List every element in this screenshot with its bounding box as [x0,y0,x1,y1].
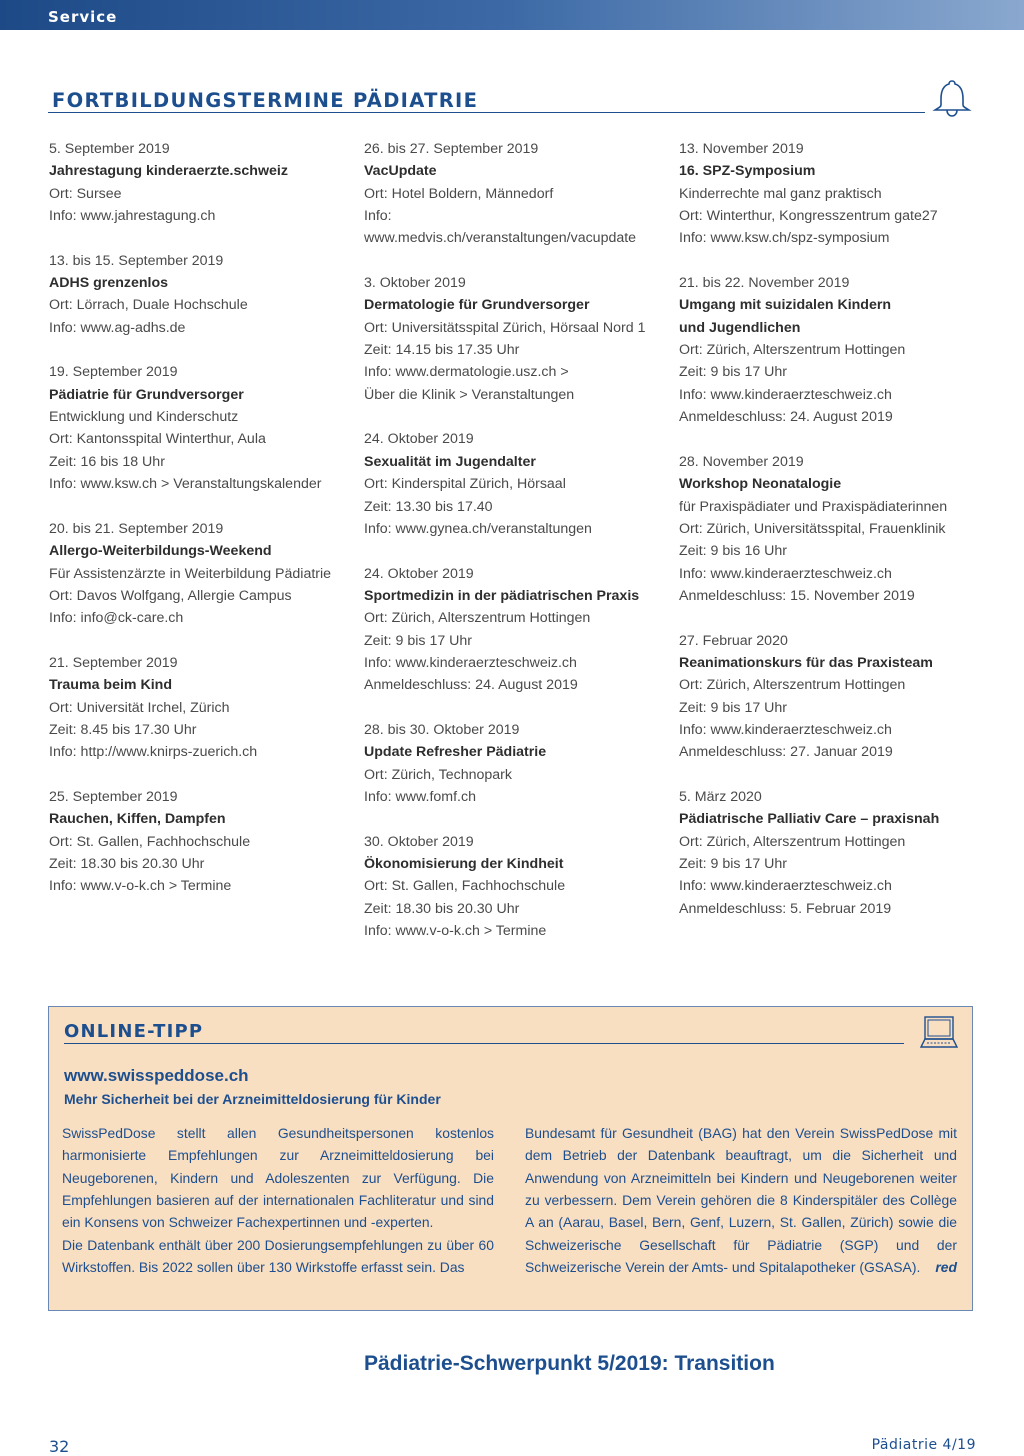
online-tip-box [48,1006,973,1311]
event-detail: Zeit: 18.30 bis 20.30 Uhr [364,900,520,917]
event-detail: Info: www.ksw.ch/spz-symposium [679,230,890,247]
online-tip-link[interactable]: www.swisspeddose.ch [64,1066,249,1085]
event-date: 27. Februar 2020 [679,632,788,649]
event-title: Update Refresher Pädiatrie [364,744,547,761]
event-detail: Für Assistenzärzte in Weiterbildung Pädiatrie [49,565,332,582]
event-entry [364,719,679,808]
event-date: 26. bis 27. September 2019 [364,141,539,157]
online-tip-paragraph: SwissPedDose stellt allen Gesundheitspersonen kostenlos harmonisierte Empfehlungen zur Arzneimitteldosierung bei Neugeborenen, Kindern und Adoleszenten zur Verfügung. Die Empfehlungen basieren auf der internationalen Fachliteratur und sind ein Konsens von Schweizer Fachexpertinnen und -experten. [62,1125,494,1231]
event-detail: Info: www.ksw.ch > Veranstaltungskalender [49,476,322,493]
event-title: Pädiatrie für Grundversorger [49,386,244,403]
section-label: Service [48,8,118,26]
event-detail: Info: [364,208,392,225]
event-detail: Ort: Lörrach, Duale Hochschule [49,297,248,314]
event-detail: Ort: Zürich, Universitätsspital, Frauenklinik [679,520,946,537]
event-detail: Ort: Universitätsspital Zürich, Hörsaal Nord 1 [364,319,646,336]
event-title: Pädiatrische Palliativ Care – praxisnah [679,811,940,828]
event-detail: Kinderrechte mal ganz praktisch [679,185,882,202]
event-detail: Zeit: 9 bis 17 Uhr [679,364,788,381]
event-title: Allergo-Weiterbildungs-Weekend [49,543,272,560]
event-detail: Zeit: 16 bis 18 Uhr [49,453,165,470]
event-detail: Info: www.kinderaerzteschweiz.ch [679,386,892,403]
event-entry [679,272,994,428]
event-detail: Anmeldeschluss: 27. Januar 2019 [679,744,893,761]
event-detail: Zeit: 18.30 bis 20.30 Uhr [49,856,205,872]
event-detail: Info: www.kinderaerzteschweiz.ch [679,878,892,895]
event-detail: Zeit: 14.15 bis 17.35 Uhr [364,342,520,359]
events-column-3 [679,138,994,942]
event-detail: Ort: Zürich, Alterszentrum Hottingen [679,833,906,850]
event-date: 5. September 2019 [49,141,170,157]
event-entry [49,786,364,898]
event-title: Sportmedizin in der pädiatrischen Praxis [364,587,640,604]
event-title: VacUpdate [364,163,437,180]
journal-issue: Pädiatrie 4/19 [871,1437,976,1453]
event-detail: Anmeldeschluss: 15. November 2019 [679,587,915,604]
event-detail: Ort: Zürich, Alterszentrum Hottingen [364,610,591,627]
event-date: 20. bis 21. September 2019 [49,520,224,537]
event-title: und Jugendlichen [679,319,801,336]
title-divider [48,112,925,113]
event-detail: Über die Klinik > Veranstaltungen [364,386,575,403]
online-tip-paragraph [525,1122,957,1278]
event-detail: Ort: St. Gallen, Fachhochschule [364,878,566,895]
event-entry [364,272,679,406]
event-detail: Zeit: 13.30 bis 17.40 [364,498,493,515]
event-detail: Info: www.v-o-k.ch > Termine [364,923,547,940]
event-entry [679,138,994,250]
section-header-bar [0,0,1024,30]
event-entry [49,250,364,339]
event-entry [49,138,364,227]
event-date: 19. September 2019 [49,364,178,381]
event-entry [364,831,679,943]
event-date: 13. bis 15. September 2019 [49,252,224,269]
computer-icon [919,1015,959,1051]
event-entry [49,361,364,495]
events-column-2 [364,138,679,965]
event-entry [49,652,364,764]
event-date: 30. Oktober 2019 [364,833,474,850]
event-date: 5. März 2020 [679,788,762,805]
event-detail: Info: www.jahrestagung.ch [49,208,216,225]
event-detail: Ort: Zürich, Alterszentrum Hottingen [679,677,906,694]
event-date: 21. September 2019 [49,654,178,671]
event-title: Dermatologie für Grundversorger [364,297,590,314]
event-detail: Anmeldeschluss: 24. August 2019 [679,409,893,426]
event-detail: Entwicklung und Kinderschutz [49,409,239,426]
event-date: 21. bis 22. November 2019 [679,275,850,292]
event-title: 16. SPZ-Symposium [679,163,816,180]
event-title: Ökonomisierung der Kindheit [364,856,564,872]
event-date: 24. Oktober 2019 [364,431,474,448]
event-date: 13. November 2019 [679,141,804,157]
event-date: 25. September 2019 [49,788,178,805]
event-detail: Info: www.v-o-k.ch > Termine [49,878,232,895]
event-detail: Ort: Sursee [49,185,122,202]
event-entry [364,563,679,697]
online-tip-divider [64,1043,904,1044]
event-entry [49,518,364,630]
event-detail: Anmeldeschluss: 24. August 2019 [364,677,578,694]
event-entry [679,786,994,920]
event-entry [679,630,994,764]
event-detail: Zeit: 9 bis 16 Uhr [679,543,788,560]
event-detail: Info: www.dermatologie.usz.ch > [364,364,569,381]
event-title: Trauma beim Kind [49,677,172,694]
event-detail: Info: www.gynea.ch/veranstaltungen [364,520,592,537]
event-detail: Info: www.ag-adhs.de [49,319,186,336]
bell-icon [930,76,974,120]
event-entry [364,138,679,250]
event-detail: Ort: Universität Irchel, Zürich [49,699,230,716]
event-detail: Info: http://www.knirps-zuerich.ch [49,744,258,761]
event-detail: www.medvis.ch/veranstaltungen/vacupdate [364,230,637,247]
event-date: 3. Oktober 2019 [364,275,466,292]
online-tip-title: ONLINE-TIPP [64,1021,204,1042]
online-tip-subtitle: Mehr Sicherheit bei der Arzneimitteldosierung für Kinder [64,1091,441,1107]
page-number: 32 [49,1437,70,1456]
event-detail: Zeit: 9 bis 17 Uhr [679,699,788,716]
event-entry [679,451,994,607]
event-detail: Info: info@ck-care.ch [49,610,184,627]
next-issue-focus: Pädiatrie-Schwerpunkt 5/2019: Transition [364,1352,775,1375]
event-detail: Ort: Kantonsspital Winterthur, Aula [49,431,266,448]
online-tip-text-left [62,1122,494,1278]
event-detail: Ort: Zürich, Alterszentrum Hottingen [679,342,906,359]
events-column-1 [49,138,364,920]
online-tip-paragraph-text: Bundesamt für Gesundheit (BAG) hat den Verein SwissPedDose mit dem Betrieb der Datenbank beauftragt, um die Sicherheit und Anwendung von Arzneimitteln bei Kindern und Neugeborenen weiter zu verbessern. Dem Verein gehören die 8 Kinderspitäler des Collège A an (Aarau, Basel, Bern, Genf, Luzern, St. Gallen, Zürich) sowie die Schweizerische Gesellschaft für Pädiatrie (SGP) und der Schweizerische Verein der Amts- und Spitalapotheker (GSASA). [525,1125,957,1276]
event-title: Umgang mit suizidalen Kindern [679,297,892,314]
event-detail: Info: www.kinderaerzteschweiz.ch [364,654,577,671]
page-title: FORTBILDUNGSTERMINE PÄDIATRIE [52,89,479,112]
event-entry [364,428,679,540]
event-detail: Ort: Davos Wolfgang, Allergie Campus [49,587,292,604]
event-detail: Zeit: 9 bis 17 Uhr [679,856,788,872]
event-title: Jahrestagung kinderaerzte.schweiz [49,163,288,180]
event-detail: Zeit: 9 bis 17 Uhr [364,632,473,649]
event-date: 24. Oktober 2019 [364,565,474,582]
event-detail: Ort: Winterthur, Kongresszentrum gate27 [679,208,938,225]
event-title: Rauchen, Kiffen, Dampfen [49,811,226,828]
event-detail: Ort: Hotel Boldern, Männedorf [364,185,554,202]
event-date: 28. November 2019 [679,453,804,470]
event-detail: Info: www.kinderaerzteschweiz.ch [679,565,892,582]
event-detail: Ort: Zürich, Technopark [364,766,512,783]
event-detail: Info: www.kinderaerzteschweiz.ch [679,721,892,738]
online-tip-text-right [525,1122,957,1278]
online-tip-paragraph: Die Datenbank enthält über 200 Dosierungsempfehlungen zu über 60 Wirkstoffen. Bis 2022 sollen über 130 Wirkstoffe erfasst sein. Das [62,1236,494,1276]
event-date: 28. bis 30. Oktober 2019 [364,721,520,738]
event-title: ADHS grenzenlos [49,275,169,292]
event-detail: Ort: St. Gallen, Fachhochschule [49,833,251,850]
event-detail: Anmeldeschluss: 5. Februar 2019 [679,900,892,917]
event-title: Reanimationskurs für das Praxisteam [679,654,933,671]
event-title: Workshop Neonatalogie [679,476,842,493]
event-detail: Info: www.fomf.ch [364,788,476,805]
event-title: Sexualität im Jugendalter [364,453,536,470]
event-detail: Ort: Kinderspital Zürich, Hörsaal [364,476,566,493]
event-detail: für Praxispädiater und Praxispädiaterinnen [679,498,948,515]
event-detail: Zeit: 8.45 bis 17.30 Uhr [49,721,197,738]
author-signature: red [935,1259,957,1276]
